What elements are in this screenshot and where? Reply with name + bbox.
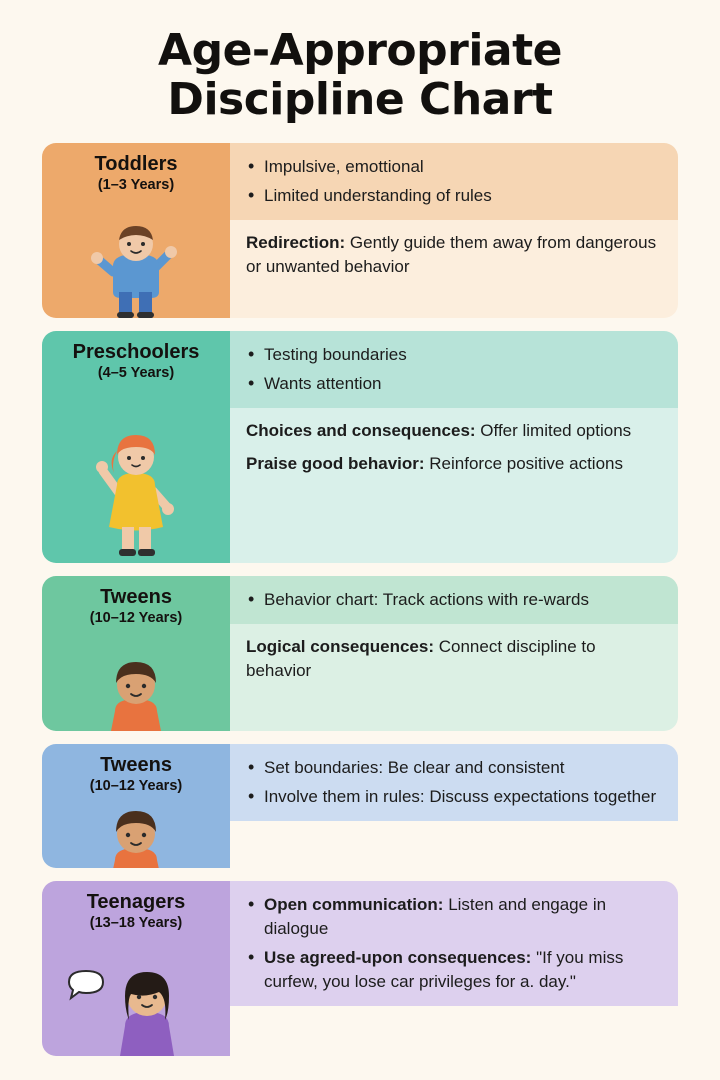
list-item: • Testing boundaries [246,343,662,367]
age-group-range: (10–12 Years) [89,777,183,794]
card-tweens-blue-body [230,744,678,868]
strategy-text: Offer limited options [475,420,632,440]
card-toddlers-strategies [230,220,678,318]
toddler-figure-icon [48,193,224,318]
age-group-name: Toddlers [94,152,178,175]
card-tweens-green-header [42,576,230,731]
strategy-label: Use agreed-upon consequences: [264,947,532,967]
card-teenagers-header [42,881,230,1056]
list-item [246,893,662,941]
strategy-item [246,419,662,443]
strategy-text: Connect discipline to behavior [246,636,596,680]
age-group-range: (4–5 Years) [97,364,175,381]
page-title-line-1: Age-Appropriate [158,25,562,76]
card-tweens-green-body [230,576,678,731]
list-item: • Behavior chart: Track actions with re-wards [246,588,662,612]
card-tweens-green-strategies [230,624,678,731]
list-item: • Set boundaries: Be clear and consistent [246,756,662,780]
strategy-text: "If you miss curfew, you lose car privileges for a. day." [264,947,624,991]
strategy-text: Gently guide them away from dangerous or unwanted behavior [246,232,657,276]
page-title-line-2: Discipline Chart [167,74,553,126]
card-teenagers [42,881,678,1056]
card-preschoolers-header [42,331,230,563]
strategy-label: Redirection: [246,232,346,252]
age-group-range: (13–18 Years) [89,914,183,931]
strategy-label: Choices and consequences: [246,420,476,440]
card-tweens-green-bullets [230,576,678,624]
strategy-item [246,635,662,683]
page-title [42,26,678,125]
card-toddlers [42,143,678,318]
card-preschoolers-body [230,331,678,563]
card-toddlers-body [230,143,678,318]
age-group-name: Teenagers [86,890,186,913]
card-toddlers-header [42,143,230,318]
strategy-item [246,231,662,279]
strategy-label: Logical consequences: [246,636,434,656]
list-item: • Impulsive, emottional [246,155,662,179]
card-tweens-blue-bullets [230,744,678,821]
strategy-text: Reinforce positive actions [424,453,623,473]
card-tweens-green [42,576,678,731]
card-preschoolers-bullets [230,331,678,408]
list-item: • Involve them in rules: Discuss expectations together [246,785,662,809]
age-group-name: Tweens [100,753,172,776]
card-tweens-blue-header [42,744,230,868]
age-group-name: Tweens [100,585,172,608]
list-item [246,946,662,994]
strategy-text: Listen and engage in dialogue [264,894,607,938]
teenager-figure-icon [48,931,224,1056]
card-teenagers-body [230,881,678,1056]
strategy-label: Open communication: [264,894,444,914]
card-tweens-blue [42,744,678,868]
age-group-range: (1–3 Years) [97,176,175,193]
card-preschoolers [42,331,678,563]
list-item: • Wants attention [246,372,662,396]
card-teenagers-bullets [230,881,678,1007]
age-group-range: (10–12 Years) [89,609,183,626]
preschooler-figure-icon [48,381,224,563]
age-group-name: Preschoolers [72,340,200,363]
tween-figure-icon-2 [48,794,224,868]
tween-figure-icon [48,626,224,731]
card-toddlers-bullets [230,143,678,220]
strategy-item [246,452,662,476]
card-preschoolers-strategies [230,408,678,563]
strategy-label: Praise good behavior: [246,453,425,473]
list-item: • Limited understanding of rules [246,184,662,208]
